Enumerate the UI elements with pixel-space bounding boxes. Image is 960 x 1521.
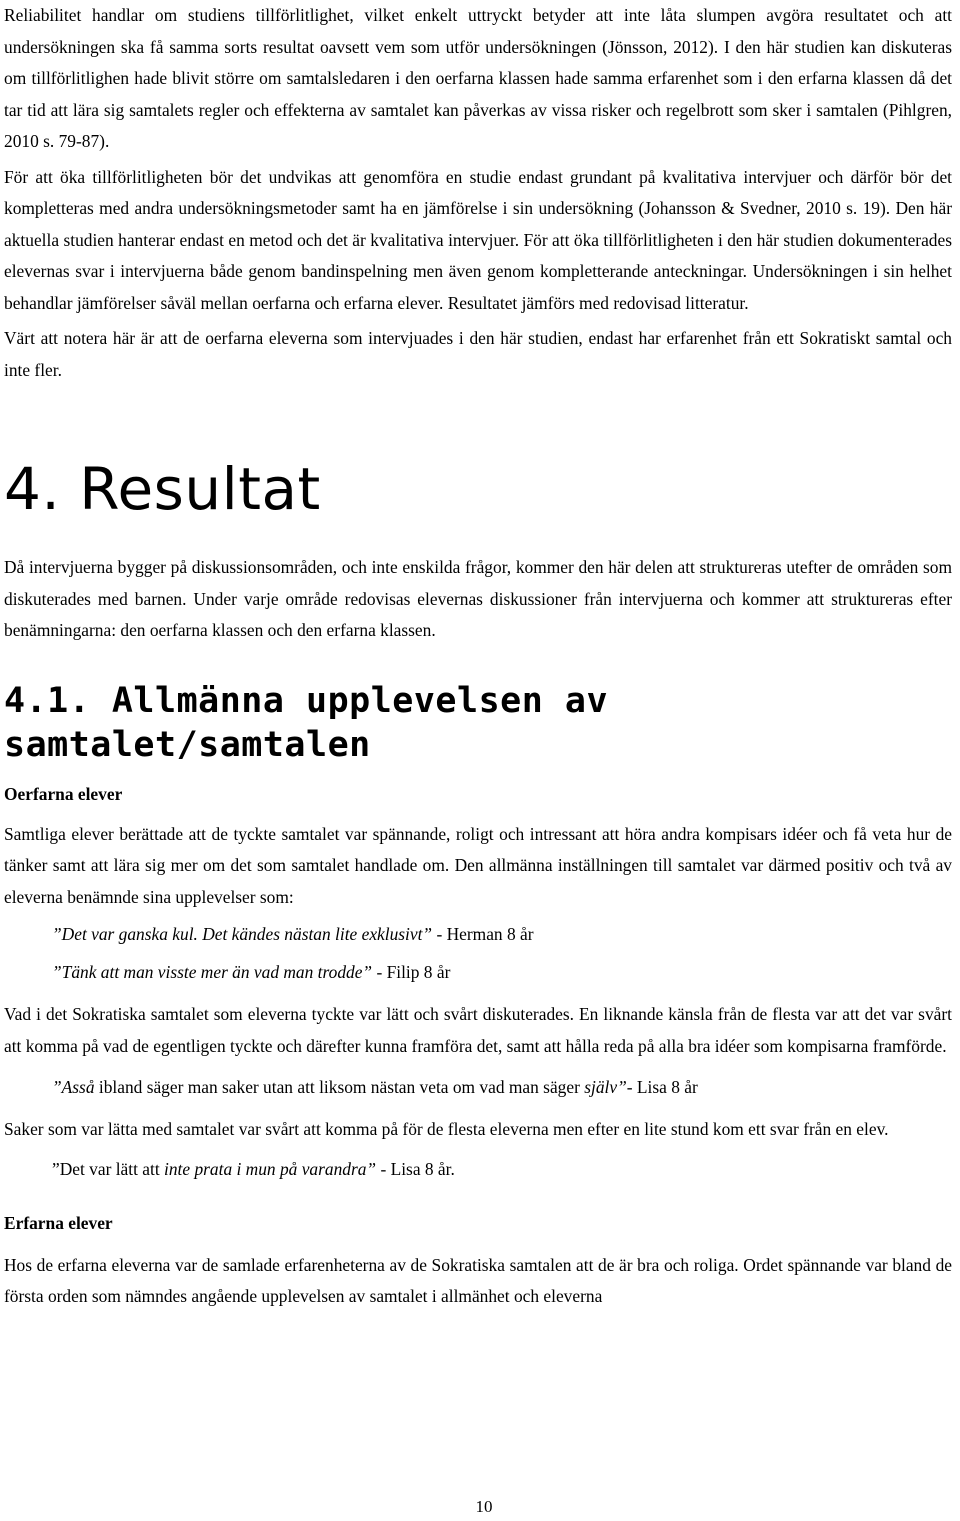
quote-attribution: - Herman 8 år (432, 924, 534, 944)
quote-attribution: - Lisa 8 år. (376, 1158, 455, 1179)
quote-text-middle: ibland säger man saker utan att liksom nästan veta om vad man säger (94, 1077, 585, 1097)
quote-attribution: - Filip 8 år (372, 962, 451, 982)
section-heading: 4.1. Allmänna upplevelsen av samtalet/samtalen (4, 680, 609, 765)
paragraph-easy-things: Saker som var lätta med samtalet var svårt att komma på för de flesta eleverna men efter en lite stund kom ett svar från en elev. (4, 1119, 889, 1139)
paragraph-note: Värt att notera här är att de oerfarna eleverna som intervjuades i den här studien, endast har erfarenhet från ett Sokratiskt samtal och inte fler. (4, 328, 952, 380)
document-page (4, 0, 952, 1313)
quote-text-end: själv” (584, 1077, 627, 1097)
quote-text-start: ”Det var lätt att (52, 1158, 165, 1179)
quote-filip (4, 957, 952, 987)
page-number: 10 (475, 1497, 493, 1516)
quote-lisa-2 (4, 1154, 952, 1184)
quote-text-start: ”Asså (52, 1077, 95, 1097)
quote-text: ”Det var ganska kul. Det kändes nästan lite exklusivt” (52, 924, 433, 944)
quote-text: ”Tänk att man visste mer än vad man trodde” (52, 962, 373, 982)
subheading-experienced: Erfarna elever (4, 1212, 113, 1233)
quote-text-end: inte prata i mun på varandra” (164, 1158, 377, 1179)
quote-herman (4, 919, 952, 949)
paragraph-experienced: Hos de erfarna eleverna var de samlade erfarenheterna av de Sokratiska samtalen att de är bra och roliga. Ordet spännande var bland de första orden som nämndes angående upplevelsen av samtalet i allmänhet och eleverna (4, 1254, 952, 1306)
paragraph-easy-hard: Vad i det Sokratiska samtalet som eleverna tyckte var lätt och svårt diskuterades. En liknande känsla från de flesta var att det var svårt att komma på vad de egentligen tyckte och därefter kunna framföra det, samt att hålla reda på alla bra idéer som kompisarna framförde. (4, 1004, 952, 1056)
quote-lisa-1 (4, 1072, 952, 1102)
paragraph-general-experience: Samtliga elever berättade att de tyckte samtalet var spännande, roligt och intressant att höra andra kompisars idéer och få veta hur de tänker samt att lära sig mer om det som samtalet handlade om. Den allmänna inställningen till samtalet var därmed positiv och två av eleverna benämnde sina upplevelser som: (4, 823, 952, 907)
subheading-inexperienced: Oerfarna elever (4, 783, 123, 804)
quote-attribution: - Lisa 8 år (626, 1077, 698, 1097)
paragraph-results-intro: Då intervjuerna bygger på diskussionsområden, och inte enskilda frågor, kommer den här delen att struktureras utefter de områden som diskuterades med barnen. Under varje område redovisas elevernas diskussioner från intervjuerna och kommer att struktureras efter benämningarna: den oerfarna klassen och den erfarna klassen. (4, 557, 952, 640)
chapter-heading: 4. Resultat (4, 455, 321, 523)
paragraph-trustworthiness: För att öka tillförlitligheten bör det undvikas att genomföra en studie endast grundant på kvalitativa intervjuer och därför bör det kompletteras med andra undersökningsmetoder samt ha en jämförelse i sin undersökning (Johansson & Svedner, 2010 s. 19). Den här aktuella studien hanterar endast en metod och det är kvalitativa intervjuer. För att öka tillförlitligheten i den här studien dokumenterades elevernas svar i intervjuerna både genom bandinspelning men även genom kompletterande anteckningar. Undersökningen i sin helhet behandlar jämförelser såväl mellan oerfarna och erfarna elever. Resultatet jämförs med redovisad litteratur. (4, 166, 952, 313)
paragraph-reliability: Reliabilitet handlar om studiens tillförlitlighet, vilket enkelt uttryckt betyder att inte låta slumpen avgöra resultatet och att undersökningen ska få samma sorts resultat oavsett vem som utför undersökningen (Jönsson, 2012). I den här studien kan diskuteras om tillförlitlighen hade blivit större om samtalsledaren i den oerfarna klassen hade samma erfarenhet som i den erfarna klassen då det tar tid att lära sig samtalets regler och effekterna av samtalet kan påverkas av vissa risker och regelbrott som sker i samtalen (Pihlgren, 2010 s. 79-87). (4, 5, 952, 151)
